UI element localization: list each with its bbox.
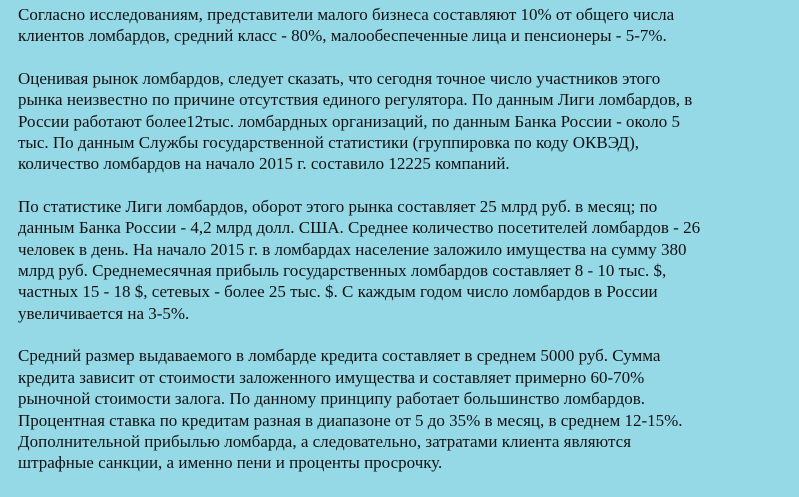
text-line: Оценивая рынок ломбардов, следует сказать, что сегодня точное число участников этого xyxy=(18,68,661,88)
text-line: рыночной стоимости залога. По данному принципу работает большинство ломбардов. xyxy=(18,389,646,409)
text-line: количество ломбардов на начало 2015 г. составило 12225 компаний. xyxy=(18,154,510,174)
text-line: Согласно исследованиям, представители малого бизнеса составляют 10% от общего числа xyxy=(18,5,675,24)
text-line: увеличивается на 3-5%. xyxy=(18,303,190,323)
text-line: штрафные санкции, а именно пени и проценты просрочку. xyxy=(18,453,443,473)
text-line: рынка неизвестно по причине отсутствия единого регулятора. По данным Лиги ломбардов, в xyxy=(18,90,693,110)
text-line: млрд руб. Среднемесячная прибыль государственных ломбардов составляет 8 - 10 тыс. $, xyxy=(18,261,667,281)
text-line: клиентов ломбардов, средний класс - 80%, малообеспеченные лица и пенсионеры - 5-7%. xyxy=(18,26,667,46)
paragraph-market-participants xyxy=(18,68,789,175)
paragraph-market-turnover xyxy=(18,196,789,324)
text-line: Дополнительной прибылью ломбарда, а следовательно, затратами клиента являются xyxy=(18,431,632,451)
text-line: частных 15 - 18 $, сетевых - более 25 тыс. $. С каждым годом число ломбардов в России xyxy=(18,282,658,302)
text-line: По статистике Лиги ломбардов, оборот этого рынка составляет 25 млрд руб. в месяц; по xyxy=(18,196,658,216)
text-line: России работают более12тыс. ломбардных организаций, по данным Банка России - около 5 xyxy=(18,111,680,131)
paragraph-client-segments xyxy=(18,4,789,47)
text-line: человек в день. На начало 2015 г. в ломбардах население заложило имущества на сумму 380 xyxy=(18,239,687,259)
paragraph-loan-terms xyxy=(18,345,789,473)
text-line: тыс. По данным Службы государственной статистики (группировка по коду ОКВЭД), xyxy=(18,133,640,153)
text-line: Процентная ставка по кредитам разная в диапазоне от 5 до 35% в месяц, в среднем 12-15%. xyxy=(18,410,683,430)
text-line: кредита зависит от стоимости заложенного имущества и составляет примерно 60-70% xyxy=(18,367,645,387)
text-line: Средний размер выдаваемого в ломбарде кредита составляет в среднем 5000 руб. Сумма xyxy=(18,346,661,366)
text-line: данным Банка России - 4,2 млрд долл. США. Среднее количество посетителей ломбардов - 26 xyxy=(18,218,701,238)
